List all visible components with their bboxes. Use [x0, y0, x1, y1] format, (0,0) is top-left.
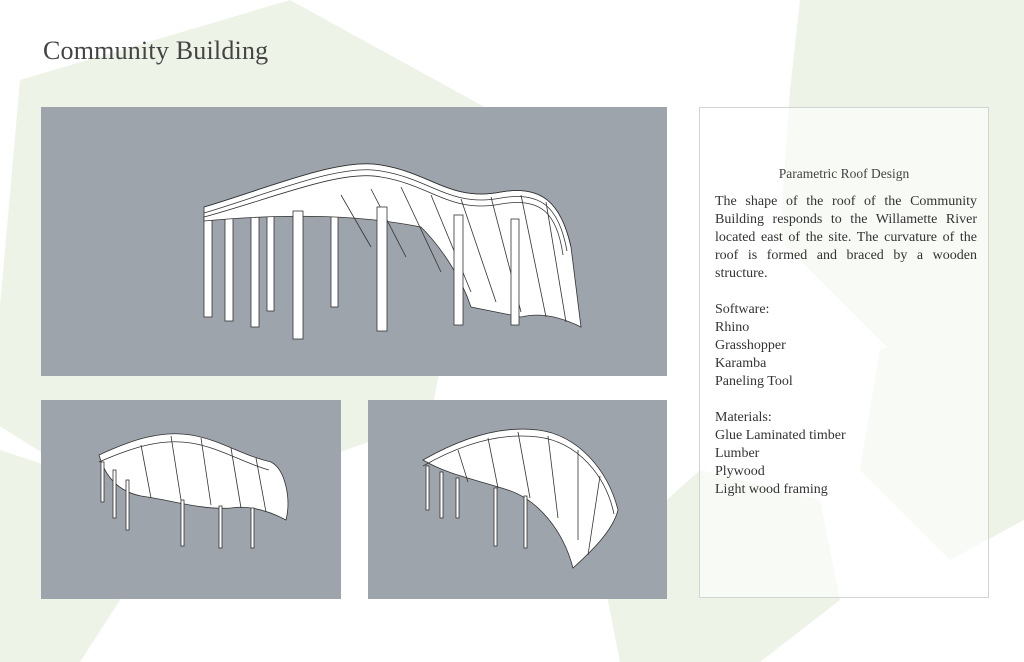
software-item: Karamba: [715, 356, 767, 371]
column: [331, 203, 338, 307]
column: [377, 207, 387, 331]
column: [101, 462, 104, 502]
software-item: Grasshopper: [715, 338, 786, 353]
column: [293, 211, 303, 339]
column: [126, 480, 129, 530]
column: [113, 470, 116, 518]
column: [511, 219, 519, 325]
materials-list: [715, 409, 977, 499]
column: [219, 506, 222, 548]
column: [225, 215, 233, 321]
roof-wireframe-right: [368, 400, 667, 599]
column: [524, 496, 527, 548]
column: [267, 207, 274, 311]
column: [426, 466, 429, 510]
column: [251, 211, 259, 327]
page-title: Community Building: [43, 36, 269, 65]
material-item: Plywood: [715, 464, 765, 479]
panel-heading: Parametric Roof Design: [778, 166, 910, 181]
material-item: Light wood framing: [715, 482, 828, 497]
material-item: Lumber: [715, 446, 760, 461]
roof-surface: [423, 429, 618, 568]
software-list: [715, 301, 977, 391]
roof-wireframe-left: [41, 400, 341, 599]
roof-surface: [204, 164, 581, 327]
info-panel: [699, 107, 989, 598]
software-item: Paneling Tool: [715, 374, 793, 389]
materials-label: Materials:: [715, 410, 772, 425]
software-item: Rhino: [715, 320, 750, 335]
column: [456, 478, 459, 518]
panel-description: The shape of the roof of the Community Building responds to the Willamette River located east of the site. The curvature of the roof is formed and braced by a wooden structure.: [715, 194, 977, 281]
column: [204, 217, 212, 317]
column: [494, 488, 497, 546]
column: [251, 508, 254, 548]
column: [454, 215, 463, 325]
roof-wireframe-perspective: [41, 107, 667, 376]
software-label: Software:: [715, 302, 770, 317]
left-render-view: [41, 400, 341, 599]
right-render-view: [368, 400, 667, 599]
material-item: Glue Laminated timber: [715, 428, 846, 443]
column: [181, 500, 184, 546]
column: [440, 472, 443, 518]
main-render-view: [41, 107, 667, 376]
